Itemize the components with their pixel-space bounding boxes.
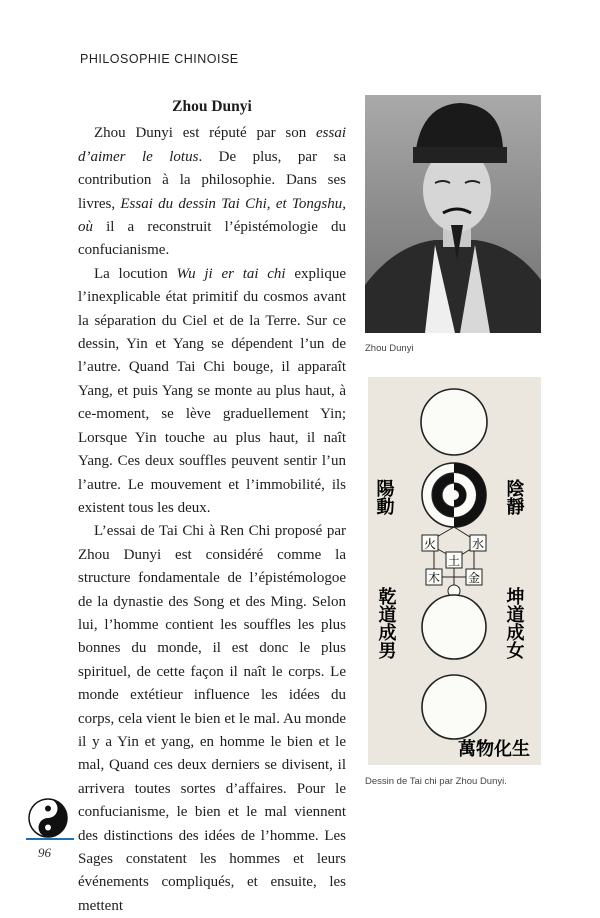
element-earth: 土	[447, 554, 461, 568]
label-wanwu: 萬物化生	[458, 739, 530, 760]
paragraph-2: La locution Wu ji er tai chi explique l’inexplicable état primitif du cosmos avant la séparation du Ciel et de la Terre. Sur ce dessin, Yin et Yang se dépendent l’un de l’autre. Quand Tai Chi bouge, il apparaît Yang, et puis Yang se monte au plus haut, à ce-moment, se lève graduellement Yin; Lorsque Yin touche au plus haut, il naît Yang. Ces deux souffles peuvent sentir l’un l’autre. Le mouvement et l’immobilité, ils existent tous les deux.	[78, 265, 346, 516]
element-fire: 火	[423, 537, 437, 551]
paragraph-3: L’essai de Tai Chi à Ren Chi proposé par Zhou Dunyi est considéré comme la structure fondamentale de l’épistémologoe de la dynastie des Song et des Ming. Selon lui, l’homme contient les souffles les plus bonnes du monde, il est donc le plus spirituel, de cette façon il naît le corps. Le monde extétieur influence les idées du corps, cela vient le bien et le mal. Au monde il y a Yin et yang, en homme le bien et le mal, Quand ces deux derniers se divisent, il arrivera toutes sortes d’affaires. Pour le confucianisme, le bien et le mal viennent des distinctions des idées de l’homme. Les Sages constatent les hommes et leurs événements compliqués, et ensuite, les mettent	[78, 523, 346, 914]
label-kun-dao: 坤道成女	[503, 587, 525, 659]
element-water: 水	[471, 537, 485, 551]
portrait-image	[365, 95, 541, 333]
taichi-diagram	[368, 377, 541, 765]
diagram-caption: Dessin de Tai chi par Zhou Dunyi.	[365, 776, 507, 787]
page-number: 96	[38, 845, 51, 860]
page-rule	[26, 838, 74, 840]
label-qian-dao: 乾道成男	[375, 587, 397, 659]
running-head: PHILOSOPHIE CHINOISE	[80, 52, 239, 66]
label-yin-jing: 陰靜	[503, 479, 525, 515]
element-metal: 金	[467, 571, 481, 585]
portrait-caption: Zhou Dunyi	[365, 343, 414, 354]
paragraph-1: Zhou Dunyi est réputé par son essai d’aimer le lotus. De plus, par sa contribution à la philosophie. Dans ses livres, Essai du dessin Tai Chi, et Tongshu, où il a reconstruit l’épistémologie du confucianisme.	[78, 125, 346, 259]
article-column	[78, 95, 346, 918]
element-wood: 木	[427, 571, 441, 585]
yin-yang-icon	[28, 798, 68, 838]
section-title: Zhou Dunyi	[172, 98, 252, 115]
label-yang-dong: 陽動	[373, 479, 395, 515]
